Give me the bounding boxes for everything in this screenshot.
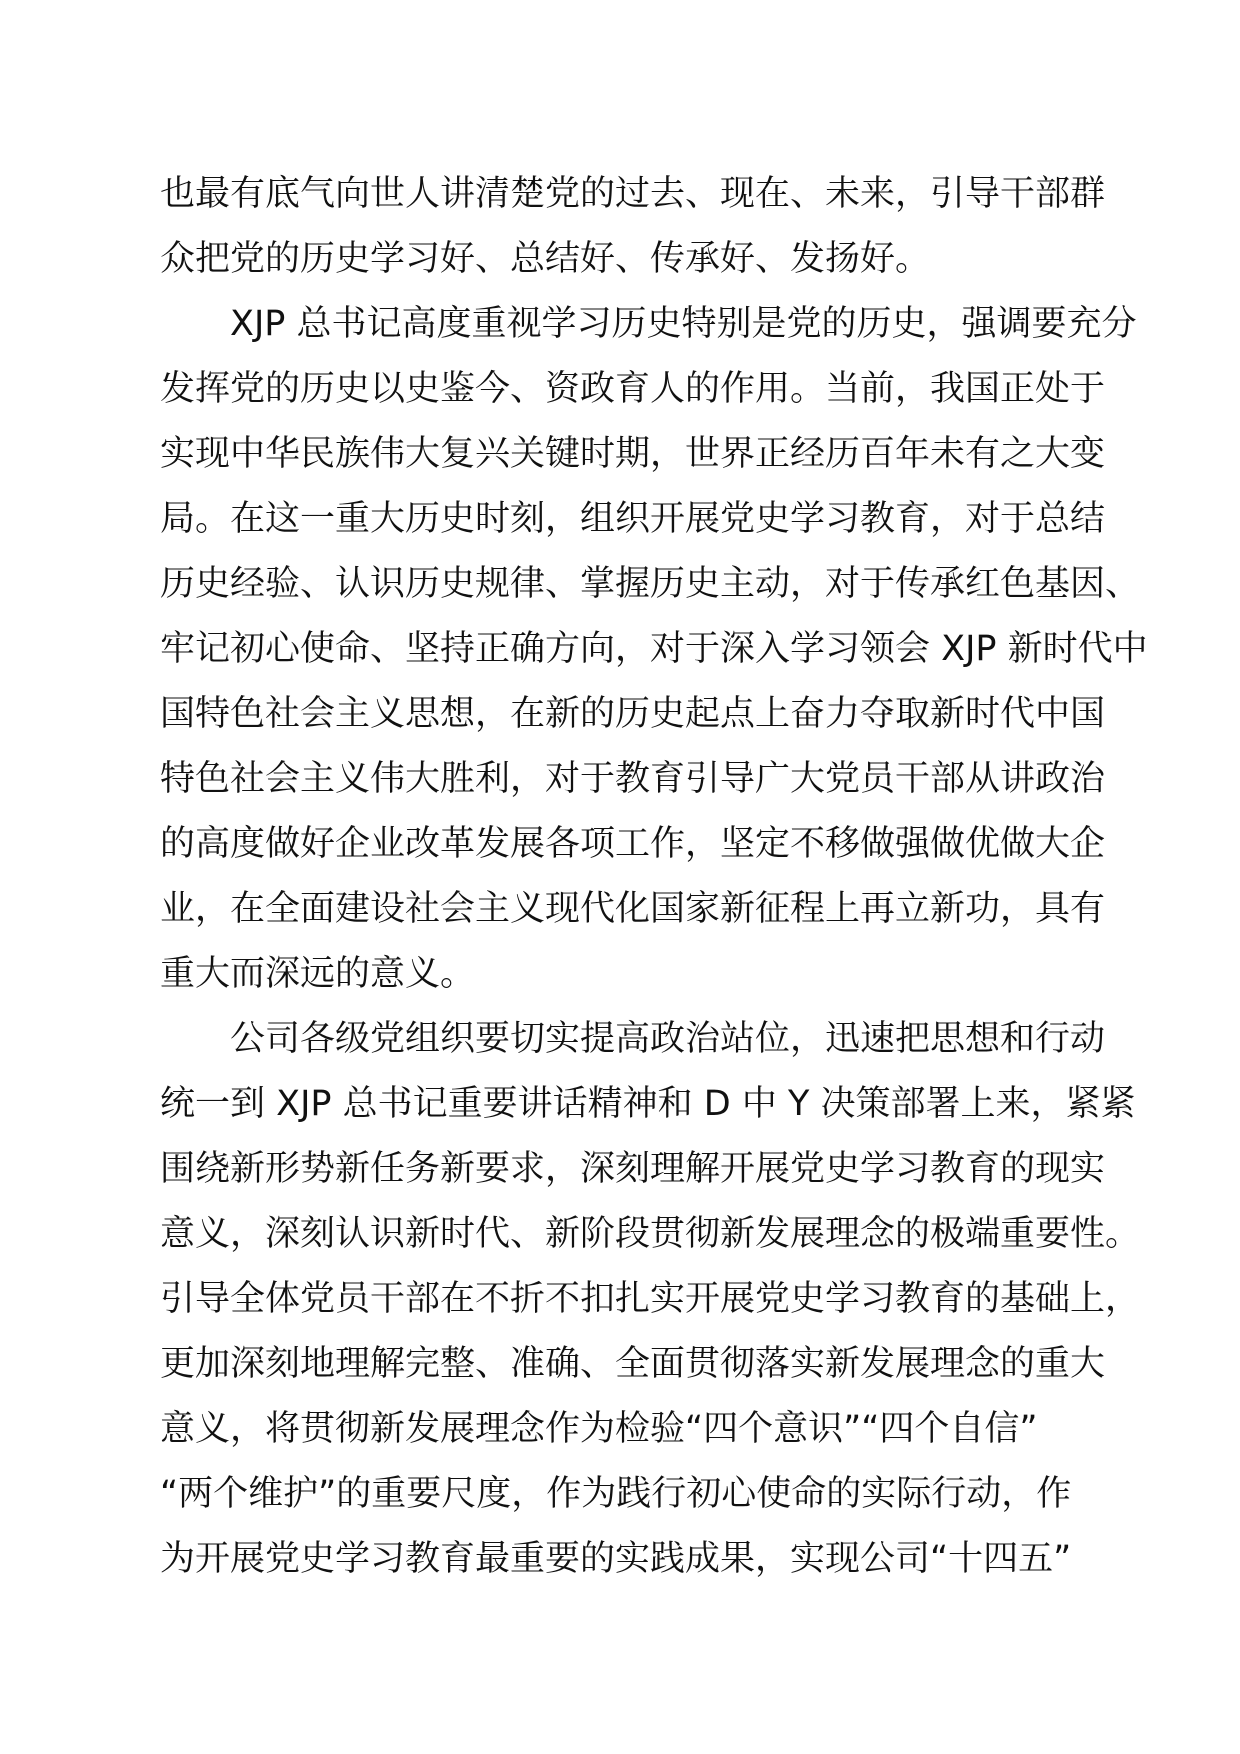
text-line: 实现中华民族伟大复兴关键时期，世界正经历百年未有之大变: [160, 434, 1106, 474]
text-line: 意义，深刻认识新时代、新阶段贯彻新发展理念的极端重要性。: [160, 1214, 1141, 1254]
text-line: 众把党的历史学习好、总结好、传承好、发扬好。: [160, 239, 931, 279]
text-line: “两个维护”的重要尺度，作为践行初心使命的实际行动，作: [160, 1474, 1072, 1514]
text-line: 意义，将贯彻新发展理念作为检验“四个意识”“四个自信”: [160, 1409, 1038, 1449]
text-line: 也最有底气向世人讲清楚党的过去、现在、未来，引导干部群: [160, 174, 1106, 214]
paragraph-first-line: XJP 总书记高度重视学习历史特别是党的历史，强调要充分: [230, 304, 1137, 344]
text-line: 围绕新形势新任务新要求，深刻理解开展党史学习教育的现实: [160, 1149, 1106, 1189]
text-line: 引导全体党员干部在不折不扣扎实开展党史学习教育的基础上，: [160, 1279, 1141, 1319]
text-line: 业，在全面建设社会主义现代化国家新征程上再立新功，具有: [160, 889, 1106, 929]
text-line: 为开展党史学习教育最重要的实践成果，实现公司“十四五”: [160, 1539, 1072, 1579]
body-text: [160, 162, 1148, 1592]
text-line: 局。在这一重大历史时刻，组织开展党史学习教育，对于总结: [160, 499, 1106, 539]
text-line: 更加深刻地理解完整、准确、全面贯彻落实新发展理念的重大: [160, 1344, 1106, 1384]
text-line: 国特色社会主义思想，在新的历史起点上奋力夺取新时代中国: [160, 694, 1106, 734]
text-line: 统一到 XJP 总书记重要讲话精神和 D 中 Y 决策部署上来，紧紧: [160, 1084, 1136, 1124]
text-line: 特色社会主义伟大胜利，对于教育引导广大党员干部从讲政治: [160, 759, 1106, 799]
text-line: 牢记初心使命、坚持正确方向，对于深入学习领会 XJP 新时代中: [160, 629, 1148, 669]
text-line: 的高度做好企业改革发展各项工作，坚定不移做强做优做大企: [160, 824, 1106, 864]
text-line: 历史经验、认识历史规律、掌握历史主动，对于传承红色基因、: [160, 564, 1141, 604]
paragraph-first-line: 公司各级党组织要切实提高政治站位，迅速把思想和行动: [230, 1019, 1106, 1059]
text-line: 重大而深远的意义。: [160, 954, 476, 994]
text-line: 发挥党的历史以史鉴今、资政育人的作用。当前，我国正处于: [160, 369, 1106, 409]
